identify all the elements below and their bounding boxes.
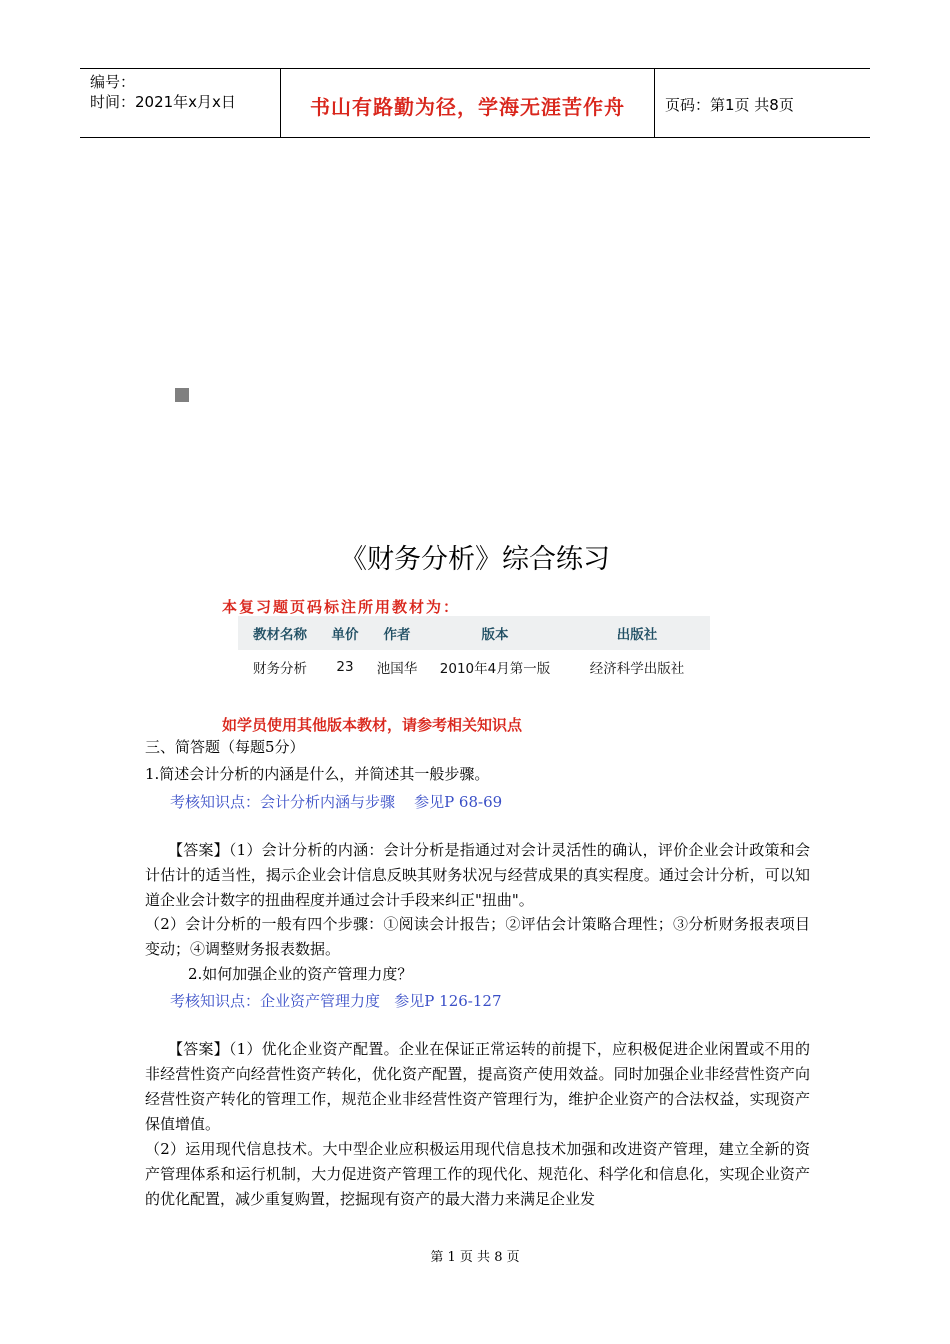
answer-1-part-1: 【答案】（1）会计分析的内涵：会计分析是指通过对会计灵活性的确认，评价企业会计政策和会计估计的适当性，揭示企业会计信息反映其财务状况与经营成果的真实程度。通过会计分析，可以知道企业会计数字的扭曲程度并通过会计手段来纠正"扭曲"。 <box>145 841 810 909</box>
motto: 书山有路勤为径，学海无涯苦作舟 <box>310 95 625 119</box>
textbook-table <box>238 616 710 684</box>
table-header-cell: 作者 <box>368 616 426 650</box>
number-label: 编号： <box>90 73 136 91</box>
table-cell: 经济科学出版社 <box>589 661 685 677</box>
document-title: 《财务分析》综合练习 <box>340 544 610 575</box>
page-label: 页码：第1页 共8页 <box>665 96 794 114</box>
table-cell: 2010年4月第一版 <box>439 661 551 677</box>
question-2: 2.如何加强企业的资产管理力度？ <box>188 965 413 983</box>
header-middle-cell <box>281 69 655 137</box>
table-header-cell: 单价 <box>322 616 368 650</box>
table-header-cell: 版本 <box>426 616 564 650</box>
textbook-note: 本复习题页码标注所用教材为： <box>222 598 461 616</box>
header-right-cell <box>655 69 870 137</box>
section-title: 三、简答题（每题5分） <box>145 738 305 756</box>
table-row <box>238 650 710 684</box>
other-version-note: 如学员使用其他版本教材，请参考相关知识点 <box>222 716 523 734</box>
answer-2-part-1: 【答案】（1）优化企业资产配置。企业在保证正常运转的前提下，应积极促进企业闲置或不用的非经营性资产向经营性资产转化，优化资产配置，提高资产使用效益。同时加强企业非经营性资产向经营性资产转化的管理工作，规范企业非经营性资产管理行为，维护企业资产的合法权益，实现资产保值增值。 <box>145 1040 810 1133</box>
table-cell: 池国华 <box>376 661 418 677</box>
knowledge-point-2: 考核知识点：企业资产管理力度 参见P 126-127 <box>170 992 502 1010</box>
time-label: 时间：2021年x月x日 <box>90 93 236 111</box>
table-header-row <box>238 616 710 650</box>
knowledge-point-1: 考核知识点：会计分析内涵与步骤 参见P 68-69 <box>170 793 503 811</box>
question-1: 1.简述会计分析的内涵是什么，并简述其一般步骤。 <box>145 765 490 783</box>
page-footer: 第 1 页 共 8 页 <box>430 1250 520 1265</box>
header-left-cell <box>80 69 281 137</box>
answer-2-part-2: （2）运用现代信息技术。大中型企业应积极运用现代信息技术加强和改进资产管理，建立全新的资产管理体系和运行机制，大力促进资产管理工作的现代化、规范化、科学化和信息化，实现企业资产的优化配置，减少重复购置，挖掘现有资产的最大潜力来满足企业发 <box>145 1140 810 1208</box>
answer-1-part-2: （2）会计分析的一般有四个步骤：①阅读会计报告；②评估会计策略合理性；③分析财务报表项目变动；④调整财务报表数据。 <box>145 915 810 958</box>
table-cell: 23 <box>336 659 354 675</box>
square-bullet-icon <box>175 388 189 402</box>
table-cell: 财务分析 <box>253 661 307 677</box>
table-header-cell: 出版社 <box>564 616 710 650</box>
table-header-cell: 教材名称 <box>238 616 322 650</box>
page-header <box>80 68 870 138</box>
